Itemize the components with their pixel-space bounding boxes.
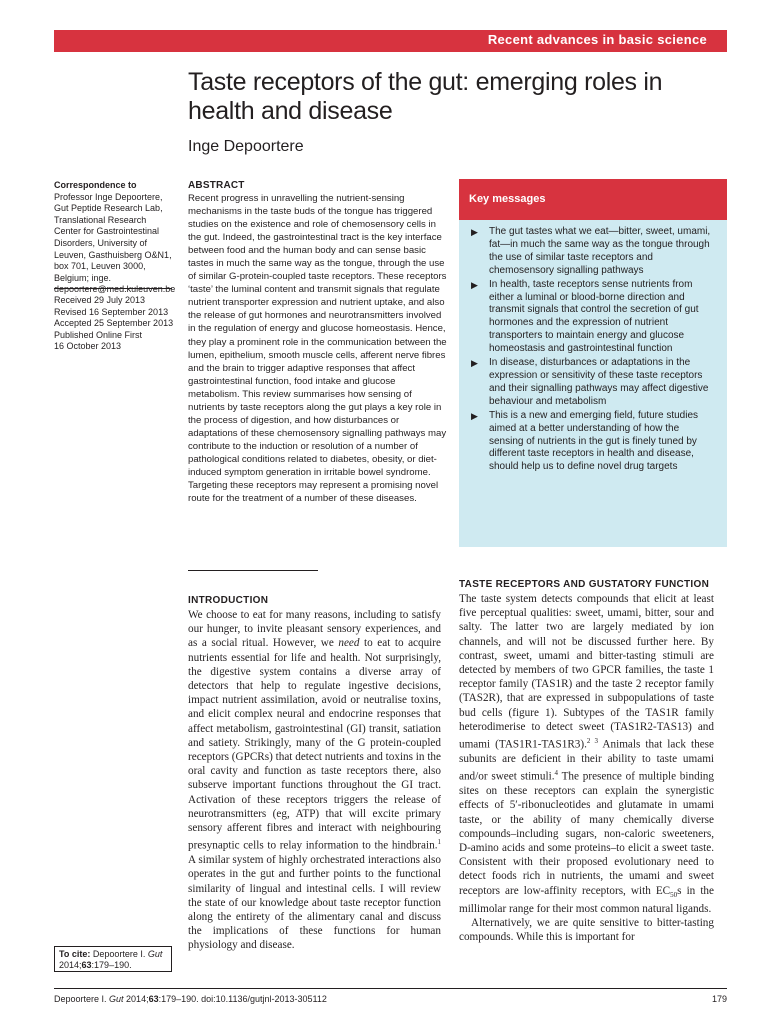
key-messages-heading: Key messages bbox=[459, 179, 727, 220]
reference-link[interactable]: 2 3 bbox=[586, 737, 598, 746]
article-title: Taste receptors of the gut: emerging roles in health and disease bbox=[188, 68, 663, 125]
section-banner bbox=[54, 30, 727, 52]
date-published: 16 October 2013 bbox=[54, 341, 122, 352]
taste-receptors-heading: TASTE RECEPTORS AND GUSTATORY FUNCTION bbox=[459, 579, 710, 590]
triangle-bullet-icon: ▶ bbox=[471, 279, 478, 290]
introduction-section bbox=[188, 594, 441, 953]
sidebar-divider bbox=[54, 288, 172, 289]
introduction-heading: INTRODUCTION bbox=[188, 595, 269, 606]
correspondence-heading: Correspondence to bbox=[54, 180, 137, 190]
triangle-bullet-icon: ▶ bbox=[471, 227, 478, 237]
key-message-item: ▶ The gut tastes what we eat—bitter, sweet, umami, fat—in much the same way as the tongue through the use of similar taste receptors and chemosensory signalling pathways bbox=[471, 226, 711, 276]
date-accepted: Accepted 25 September 2013 bbox=[54, 318, 174, 329]
key-messages-box bbox=[459, 179, 727, 547]
abstract-text: Recent progress in unravelling the nutrient-sensing mechanisms in the taste buds of the tongue has triggered studies on the existence and role of chemosensory cells in the gut. Indeed, the gastrointestinal tract is the key interface between food and the human body and can sense basic tastes in much the same way as the tongue, through the use of similar G-protein-coupled taste receptors. These receptors ‘taste’ the luminal content and transmit signals that regulate nutrient transporter expression and nutrient uptake, and also the release of gut hormones and neurotransmitters involved in the regulation of energy and glucose homeostasis. Hence, they play a prominent role in the communication between the lumen, epithelium, smooth muscle cells, afferent nerve fibres and the brain to trigger adaptive responses that affect gastrointestinal function, food intake and glucose metabolism. This review summarises how sensing of nutrients by taste receptors along the gut plays a key role in the process of digestion, and how disturbances or adaptations of these chemosensory signalling pathways may contribute to the induction or resolution of a number of pathological conditions related to diabetes, obesity, or diet-induced symptom generation in irritable bowel syndrome. Targeting these receptors may represent a promising novel route for the treatment of a number of these diseases. bbox=[188, 193, 447, 505]
footer-citation: Depoortere I. Gut 2014;63:179–190. doi:10.1136/gutjnl-2013-305112 bbox=[54, 994, 327, 1004]
citation-label: To cite: bbox=[59, 949, 91, 959]
doi-link[interactable]: :179–190. doi:10.1136/gutjnl-2013-305112 bbox=[158, 994, 327, 1004]
article-dates bbox=[54, 295, 172, 353]
abstract-heading: ABSTRACT bbox=[188, 180, 245, 191]
key-messages-list bbox=[459, 220, 727, 474]
introduction-paragraph: We choose to eat for many reasons, including to satisfy our hunger, to invite pleasant sensory experiences, and as a social ritual. However, we need to eat to acquire nutrients essential for life and health. Not surprisingly, the digestive system contains a diverse array of detectors that help to regulate ingestive decisions, impact nutrient assimilation, avoid or neutralise toxins, and elicit complex neural and endocrine responses that affect metabolism, gastrointestinal (GI) transit, satiation and satiety. Strikingly, many of the G protein-coupled receptors (GPCRs) that detect nutrients and toxins in the oral cavity and function as taste receptors there, also subserve important functions throughout the GI tract. Activation of these receptors triggers the release of neurotransmitters (eg, ATP) that will excite primary sensory afferent fibres and interact with neighbouring presynaptic cells to relay information to the hindbrain.$^1$ A similar system of highly orchestrated interactions also operates in the gut and further points to the functional similarity of lingual and intestinal cells. I will review the state of our knowledge about taste receptor function along the entirety of the alimentary canal and discuss the implications of these functions for human physiology and disease. bbox=[188, 609, 441, 952]
key-message-item: ▶ In disease, disturbances or adaptations in the expression or sensitivity of these taste receptors and their signalling pathways may affect digestive behaviour and metabolism bbox=[471, 357, 709, 407]
reference-link[interactable]: 1 bbox=[437, 838, 441, 847]
key-message-item: ▶ This is a new and emerging field, future studies aimed at a better understanding of how the sensing of nutrients in the gut is finely tuned by different taste receptors in health and disease, should help us to define novel drug targets bbox=[471, 409, 698, 473]
taste-paragraph-1: The taste system detects compounds that elicit at least five perceptual qualities: sweet, umami, bitter, sour and salty. The latter two are largely mediated by ion channels, and will not be discussed further here. By contrast, sweet, umami and bitter-tasting stimuli are detected by members of two GPCR families, the taste 1 receptor family (TAS1R) and the taste 2 receptor family (TAS2R), that are expressed in subpopulations of taste bud cells (figure 1). Subtypes of the TAS1R family heterodimerise to detect sweet (TAS1R2-TAS13) and umami (TAS1R1-TAS1R3).$^{2 3}$ Animals that lack these subunits are deficient in their ability to taste umami and/or sweet stimuli.$^4$ The presence of multiple binding sites on these receptors can explain the synergistic effects of 5′-ribonucleotides and glutamate in umami taste, or the ability of many chemically diverse compounds–including sugars, non-caloric sweeteners, D-amino acids and some proteins–to elicit a sweet taste. Consistent with their proposed evolutionary need to detect foods rich in nutrients, the umami and sweet receptors are low-affinity receptors, with $EC_{50}s$ in the millimolar range for their most common natural ligands. bbox=[459, 593, 714, 915]
article-author: Inge Depoortere bbox=[188, 138, 304, 155]
triangle-bullet-icon: ▶ bbox=[471, 358, 478, 369]
key-message-item: ▶ In health, taste receptors sense nutrients from either a luminal or blood-borne direction and transmit signals that control the secretion of gut hormones and the expression of nutrient transporters to maintain energy and glucose homeostasis and gastrointestinal function bbox=[471, 278, 699, 355]
abstract-divider bbox=[188, 570, 318, 571]
footer-divider bbox=[54, 988, 727, 989]
correspondence-text: Professor Inge Depoortere, Gut Peptide Research Lab, Translational Research Center for Gastrointestinal Disorders, University of Leuven, Gasthuisberg O&N1, box 701, Leuven 3000, Belgium; inge. depoortere@med.kuleuven.be bbox=[54, 191, 176, 295]
taste-receptors-section bbox=[459, 578, 714, 945]
correspondence-block bbox=[54, 180, 176, 296]
banner-label: Recent advances in basic science bbox=[487, 32, 707, 47]
date-revised: Revised 16 September 2013 bbox=[54, 306, 169, 317]
citation-box: To cite: Depoortere I. Gut 2014;63:179–190. bbox=[54, 946, 172, 972]
page-number: 179 bbox=[711, 994, 727, 1004]
taste-paragraph-2: Alternatively, we are quite sensitive to bitter-tasting compounds. While this is important for bbox=[459, 917, 714, 944]
date-published-label: Published Online First bbox=[54, 329, 143, 340]
triangle-bullet-icon: ▶ bbox=[471, 410, 478, 421]
reference-link[interactable]: 4 bbox=[554, 769, 558, 778]
date-received: Received 29 July 2013 bbox=[54, 295, 146, 305]
